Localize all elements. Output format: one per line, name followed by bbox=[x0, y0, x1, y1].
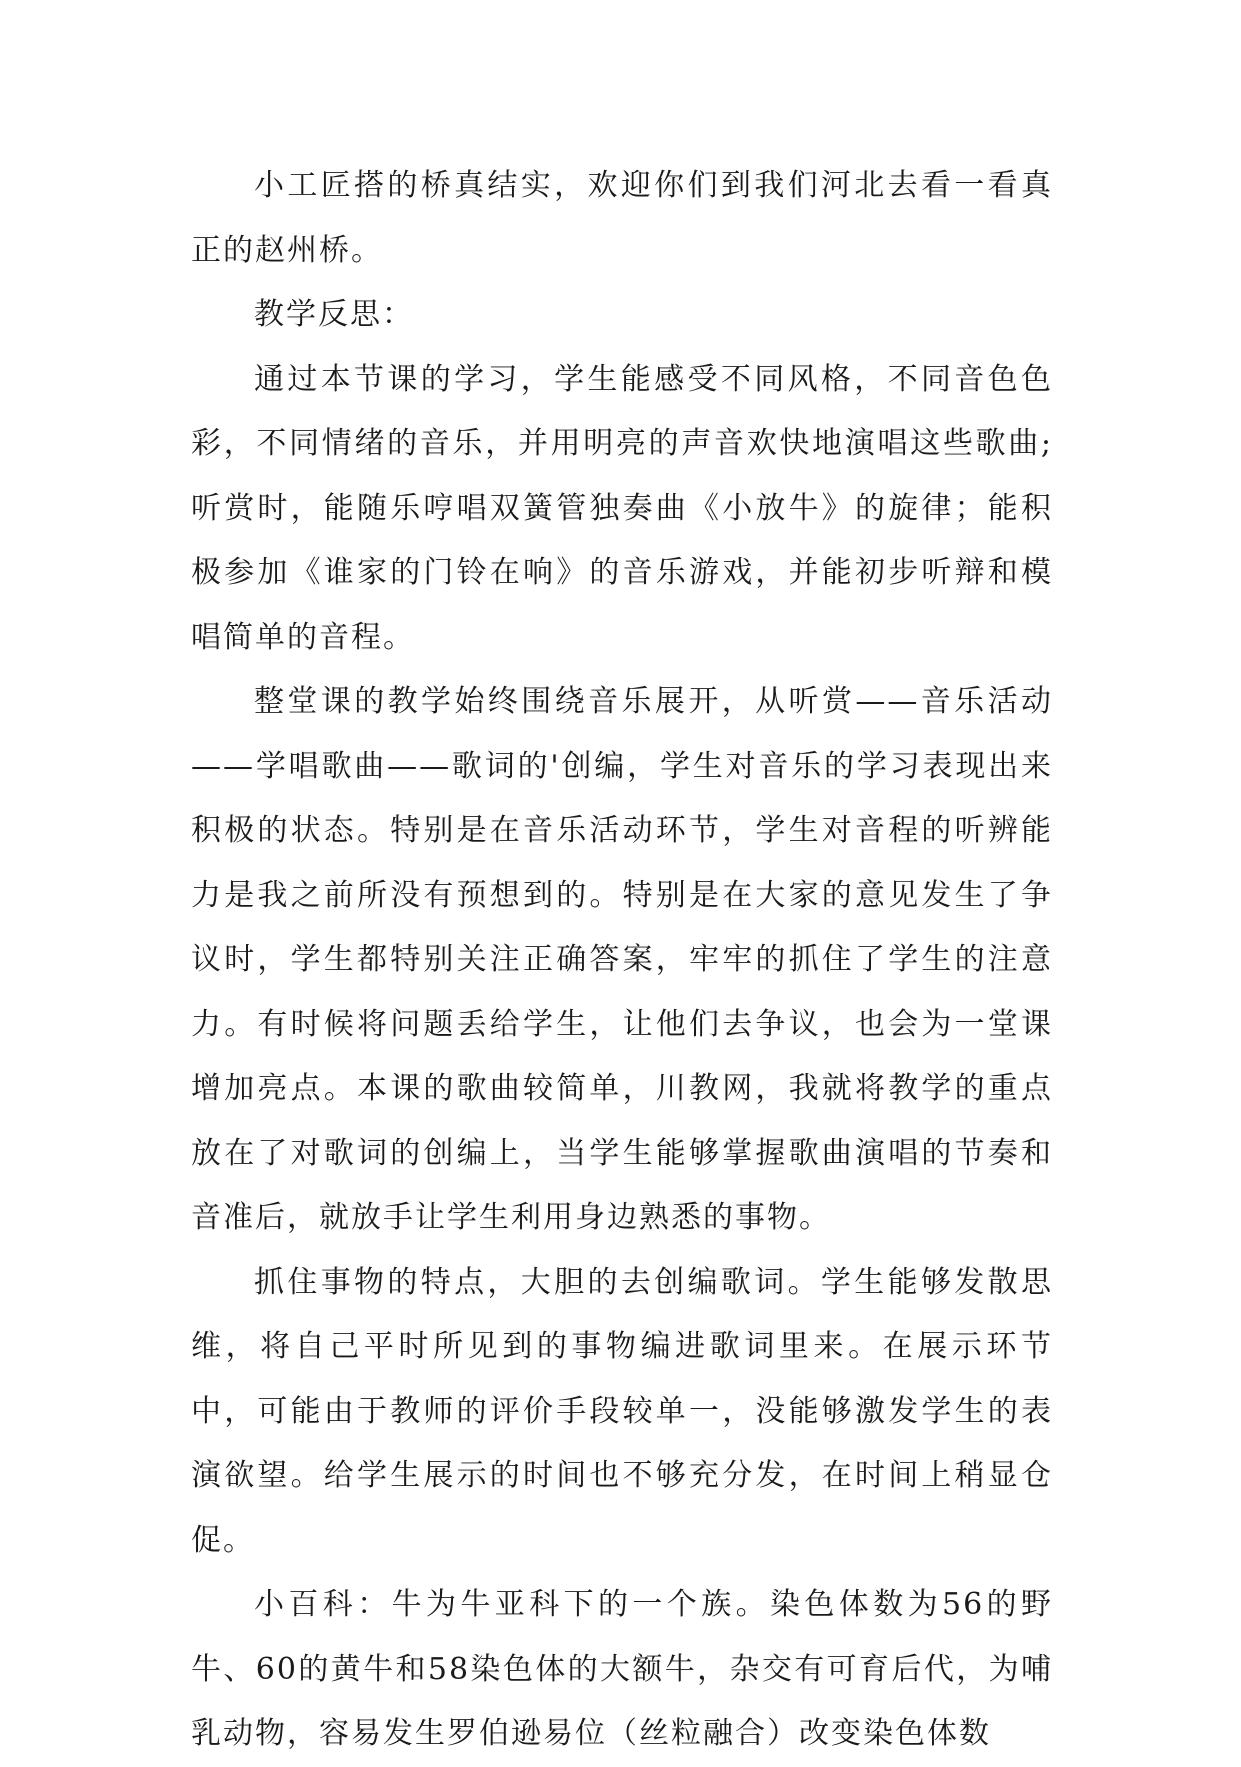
paragraph-encyclopedia-note: 小百科：牛为牛亚科下的一个族。染色体数为56的野牛、60的黄牛和58染色体的大额牛，杂交有可育后代，为哺乳动物，容易发生罗伯逊易位（丝粒融合）改变染色体数 bbox=[191, 1587, 1053, 1751]
paragraph-lyric-creation: 抓住事物的特点，大胆的去创编歌词。学生能够发散思维，将自己平时所见到的事物编进歌词里来。在展示环节中，可能由于教师的评价手段较单一，没能够激发学生的表演欲望。给学生展示的时间也不够充分发，在时间上稍显仓促。 bbox=[191, 1264, 1053, 1558]
document-body bbox=[191, 154, 1053, 1767]
paragraph-zhaozhou-bridge: 小工匠搭的桥真结实，欢迎你们到我们河北去看一看真正的赵州桥。 bbox=[191, 168, 1053, 268]
paragraph-reflection-heading: 教学反思： bbox=[254, 297, 414, 332]
paragraph-lesson-process: 整堂课的教学始终围绕音乐展开，从听赏——音乐活动——学唱歌曲——歌词的'创编，学生对音乐的学习表现出来积极的状态。特别是在音乐活动环节，学生对音程的听辨能力是我之前所没有预想到的。特别是在大家的意见发生了争议时，学生都特别关注正确答案，牢牢的抓住了学生的注意力。有时候将问题丢给学生，让他们去争议，也会为一堂课增加亮点。本课的歌曲较简单，川教网，我就将教学的重点放在了对歌词的创编上，当学生能够掌握歌曲演唱的节奏和音准后，就放手让学生利用身边熟悉的事物。 bbox=[191, 684, 1053, 1235]
paragraph-learning-outcomes: 通过本节课的学习，学生能感受不同风格，不同音色色彩，不同情绪的音乐，并用明亮的声音欢快地演唱这些歌曲;听赏时，能随乐哼唱双簧管独奏曲《小放牛》的旋律；能积极参加《谁家的门铃在响》的音乐游戏，并能初步听辩和模唱简单的音程。 bbox=[191, 361, 1053, 655]
